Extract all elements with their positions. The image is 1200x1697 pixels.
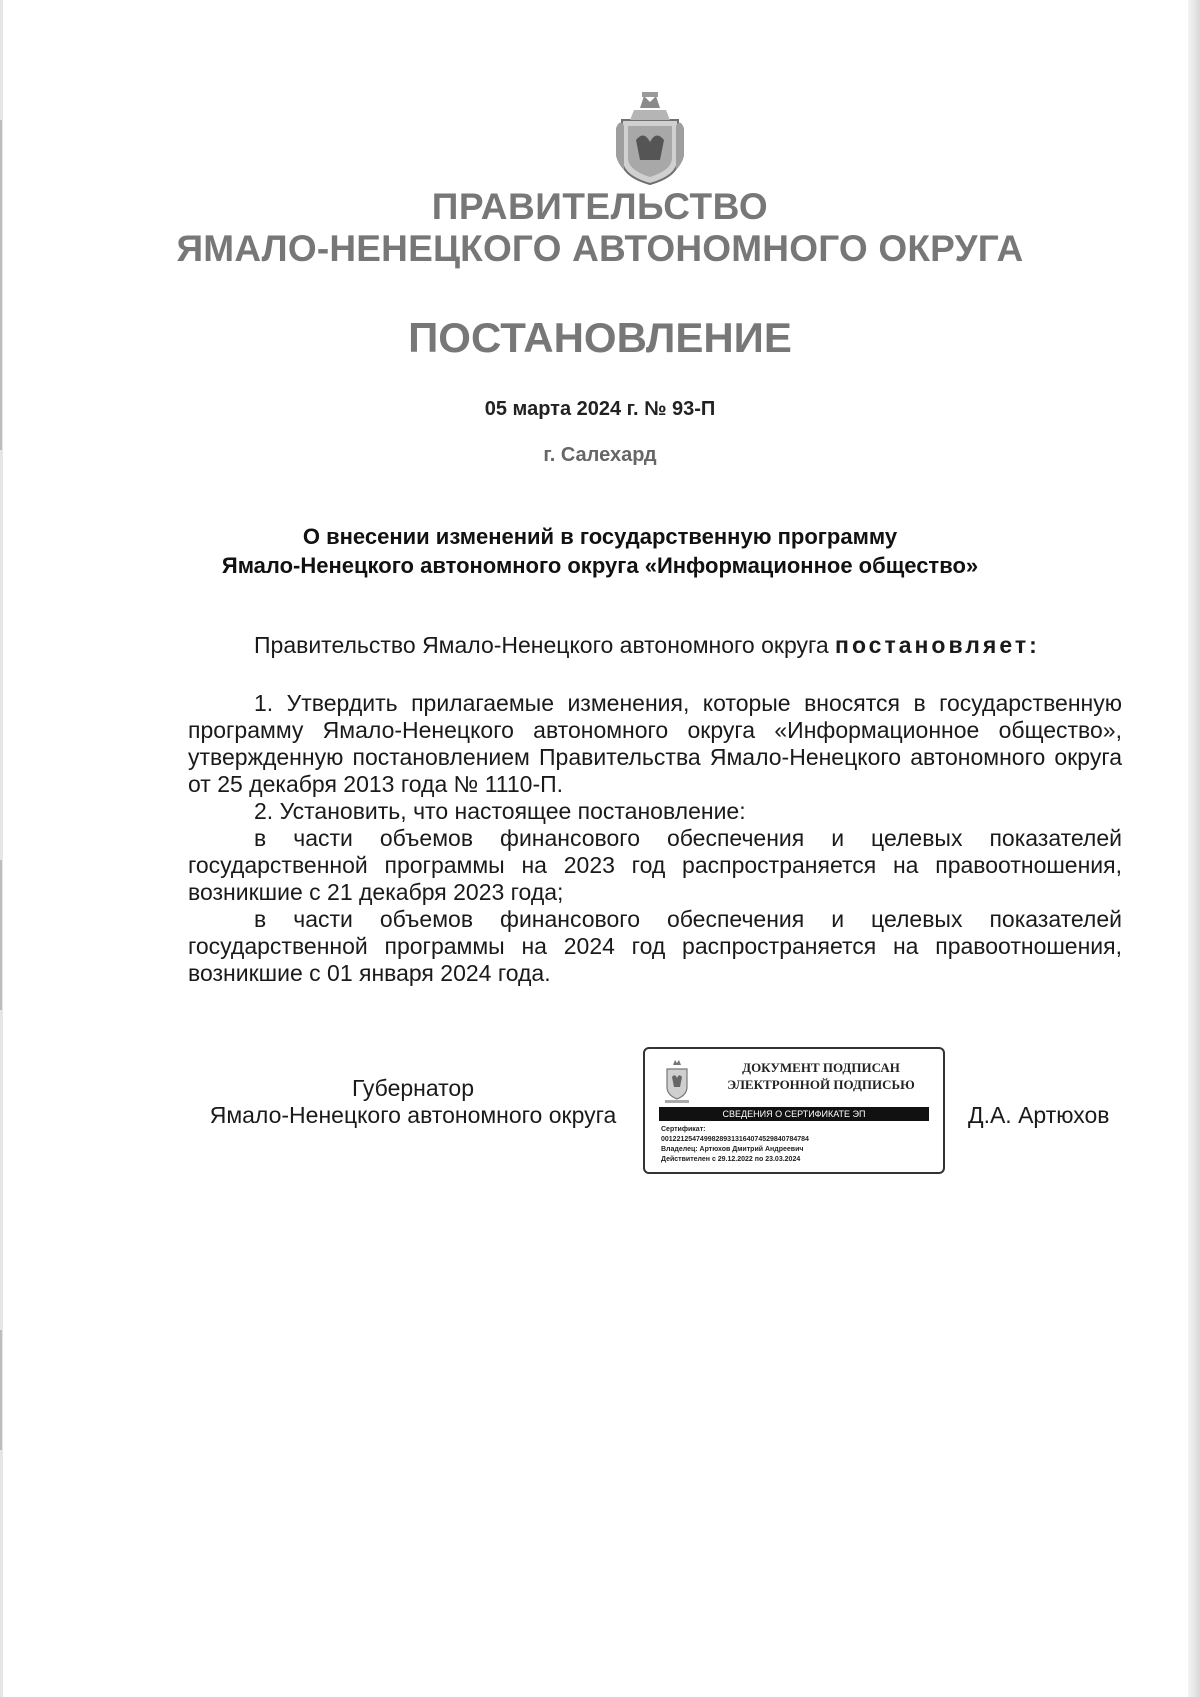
- document-city: г. Салехард: [543, 444, 657, 466]
- signatory-title: [188, 1075, 638, 1129]
- preamble-text: Правительство Ямало-Ненецкого автономного округа: [254, 632, 836, 658]
- coat-of-arms-icon: [614, 90, 686, 186]
- signatory-title-line2: Ямало-Ненецкого автономного округа: [209, 1102, 617, 1128]
- body-paragraph: 2. Установить, что настоящее постановление:: [254, 798, 746, 824]
- preamble: [188, 632, 1122, 659]
- electronic-signature-stamp: [643, 1047, 945, 1174]
- stamp-header: [703, 1059, 939, 1093]
- stamp-cert-number: 00122125474998289313164074529840784784: [661, 1136, 809, 1143]
- scan-mark: [0, 860, 2, 1010]
- stamp-cert-label: Сертификат:: [661, 1126, 706, 1133]
- stamp-header-line1: ДОКУМЕНТ ПОДПИСАН: [742, 1060, 900, 1075]
- stamp-emblem-icon: [663, 1059, 691, 1105]
- stamp-validity: Действителен с 29.12.2022 по 23.03.2024: [661, 1156, 801, 1163]
- scan-mark: [0, 1330, 2, 1450]
- stamp-owner: Владелец: Артюхов Дмитрий Андреевич: [661, 1146, 804, 1153]
- subject-line1: О внесении изменений в государственную программу: [302, 524, 898, 549]
- body-paragraph: 1. Утвердить прилагаемые изменения, которые вносятся в государственную программу Ямало-Ненецкого автономного округа «Информационное общество», утвержденную постановлением Правительства Ямало-Ненецкого автономного округа от 25 декабря 2013 года № 1110-П.: [188, 690, 1122, 797]
- body-paragraph: в части объемов финансового обеспечения и целевых показателей государственной программы на 2023 год распространяется на правоотношения, возникшие с 21 декабря 2023 года;: [188, 825, 1122, 905]
- stamp-header-line2: ЭЛЕКТРОННОЙ ПОДПИСЬЮ: [727, 1077, 915, 1092]
- preamble-emphasis: постановляет:: [835, 632, 1040, 658]
- signatory-title-line1: Губернатор: [351, 1075, 475, 1101]
- preamble-paragraph: [188, 632, 1122, 659]
- org-title-line1: ПРАВИТЕЛЬСТВО: [431, 186, 769, 227]
- document-type: ПОСТАНОВЛЕНИЕ: [408, 314, 792, 361]
- body-paragraph: в части объемов финансового обеспечения и целевых показателей государственной программы на 2024 год распространяется на правоотношения, возникшие с 01 января 2024 года.: [188, 906, 1122, 986]
- subject-line2: Ямало-Ненецкого автономного округа «Информационное общество»: [221, 553, 979, 578]
- document-date-number: 05 марта 2024 г. № 93-П: [484, 398, 716, 420]
- document-subject: [0, 522, 1200, 580]
- stamp-certificate-details: [661, 1125, 809, 1165]
- org-title-line2: ЯМАЛО-НЕНЕЦКОГО АВТОНОМНОГО ОКРУГА: [176, 228, 1024, 269]
- signatory-name: Д.А. Артюхов: [968, 1102, 1110, 1128]
- document-body: [188, 690, 1122, 987]
- stamp-certificate-bar: СВЕДЕНИЯ О СЕРТИФИКАТЕ ЭП: [659, 1107, 929, 1121]
